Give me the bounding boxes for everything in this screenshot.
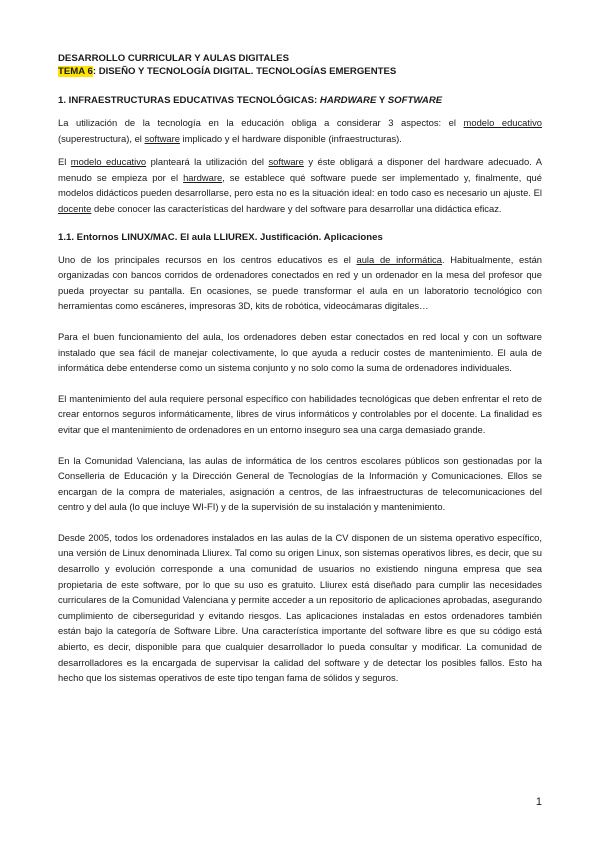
document-page — [58, 52, 542, 686]
paragraph: Desde 2005, todos los ordenadores instalados en las aulas de la CV disponen de un sistema operativo específico, una versión de Linux denominada Lliurex. Tal como su origen Linux, son sistemas operativos libres, es decir, que su desarrollo y evolución corresponde a una comunidad de usuarios no existiendo ninguna empresa que sea propietaria de este software, por lo que su uso es gratuito. Lliurex está diseñado para cumplir las necesidades curriculares de la Comunidad Valenciana y permite acceder a un repositorio de aplicaciones aprobadas, asegurando cumplimiento de ciberseguridad y evitando riesgos. Las aplicaciones instaladas en estos ordenadores también están bajo la categoría de Software Libre. Una característica importante del software libre es que su código está abierto, es decir, disponible para que cualquier desarrollador lo pueda consultar y modificar. La comunidad de desarrolladores es la encargada de supervisar la calidad del software y de detectar los posibles fallos. Esto ha hecho que los sistemas operativos de este tipo tengan fama de sólidos y seguros. — [58, 531, 542, 684]
page-number: 1 — [535, 796, 542, 808]
tema-label: TEMA 6 — [58, 66, 93, 77]
paragraph: El modelo educativo planteará la utilización del software y éste obligará a disponer del hardware adecuado. A menudo se empieza por el hardware, se establece qué software puede ser implementado y, finalmente, qué modelos didácticos pueden desarrollarse, pero esta no es la situación ideal: en todo caso es necesario un ajuste. El docente debe conocer las características del hardware y del software para desarrollar una didáctica eficaz. — [58, 156, 542, 214]
section-1-1-title: 1.1. Entornos LINUX/MAC. El aula LLIUREX. Justificación. Aplicaciones — [58, 231, 383, 243]
tema-rest: : DISEÑO Y TECNOLOGÍA DIGITAL. TECNOLOGÍAS EMERGENTES — [92, 66, 397, 77]
paragraph: La utilización de la tecnología en la educación obliga a considerar 3 aspectos: el modelo educativo (superestructura), el software implicado y el hardware disponible (infraestructuras). — [58, 117, 542, 144]
paragraph: Para el buen funcionamiento del aula, los ordenadores deben estar conectados en red local y con un software instalado que sea fácil de manejar colectivamente, lo que ayuda a reducir costes de mantenimiento. El aula de informática debe entenderse como un sistema conjunto y no solo como la suma de ordenadores individuales. — [58, 330, 542, 374]
section-1-title-and: Y — [376, 95, 388, 106]
section-1-title-a: 1. INFRAESTRUCTURAS EDUCATIVAS TECNOLÓGICAS: — [58, 95, 320, 106]
section-1-title-hardware: HARDWARE — [319, 95, 377, 106]
tema-title — [58, 65, 542, 78]
paragraph: Uno de los principales recursos en los centros educativos es el aula de informática. Habitualmente, están organizadas con bancos corridos de ordenadores conectados en red y un ordenador en la mesa del profesor que pueda proyectar su pantalla. En ocasiones, se puede transformar el aula en un laboratorio tecnológico con herramientas como escáneres, impresoras 3D, kits de robótica, videocámaras digitales… — [58, 253, 542, 312]
paragraph: El mantenimiento del aula requiere personal específico con habilidades tecnológicas que deben enfrentar el reto de crear entornos seguros informáticamente, libres de virus informáticos y controlables por el docente. La finalidad es evitar que el mantenimiento de ordenadores en un entorno inseguro sea una carga demasiado grande. — [58, 392, 542, 435]
section-1-title-software: SOFTWARE — [387, 95, 443, 106]
section-1-title — [58, 94, 542, 107]
course-title: DESARROLLO CURRICULAR Y AULAS DIGITALES — [58, 53, 289, 64]
paragraph: En la Comunidad Valenciana, las aulas de informática de los centros escolares públicos son gestionadas por la Conselleria de Educación y la Dirección General de Tecnologías de la Información y Comunicaciones. Ellos se encargan de la compra de materiales, asignación a centros, de las infraestructuras de telecomunicaciones del centro y del aula (lo que incluye WI-FI) y de la supervisión de su instalación y mantenimiento. — [58, 454, 542, 513]
